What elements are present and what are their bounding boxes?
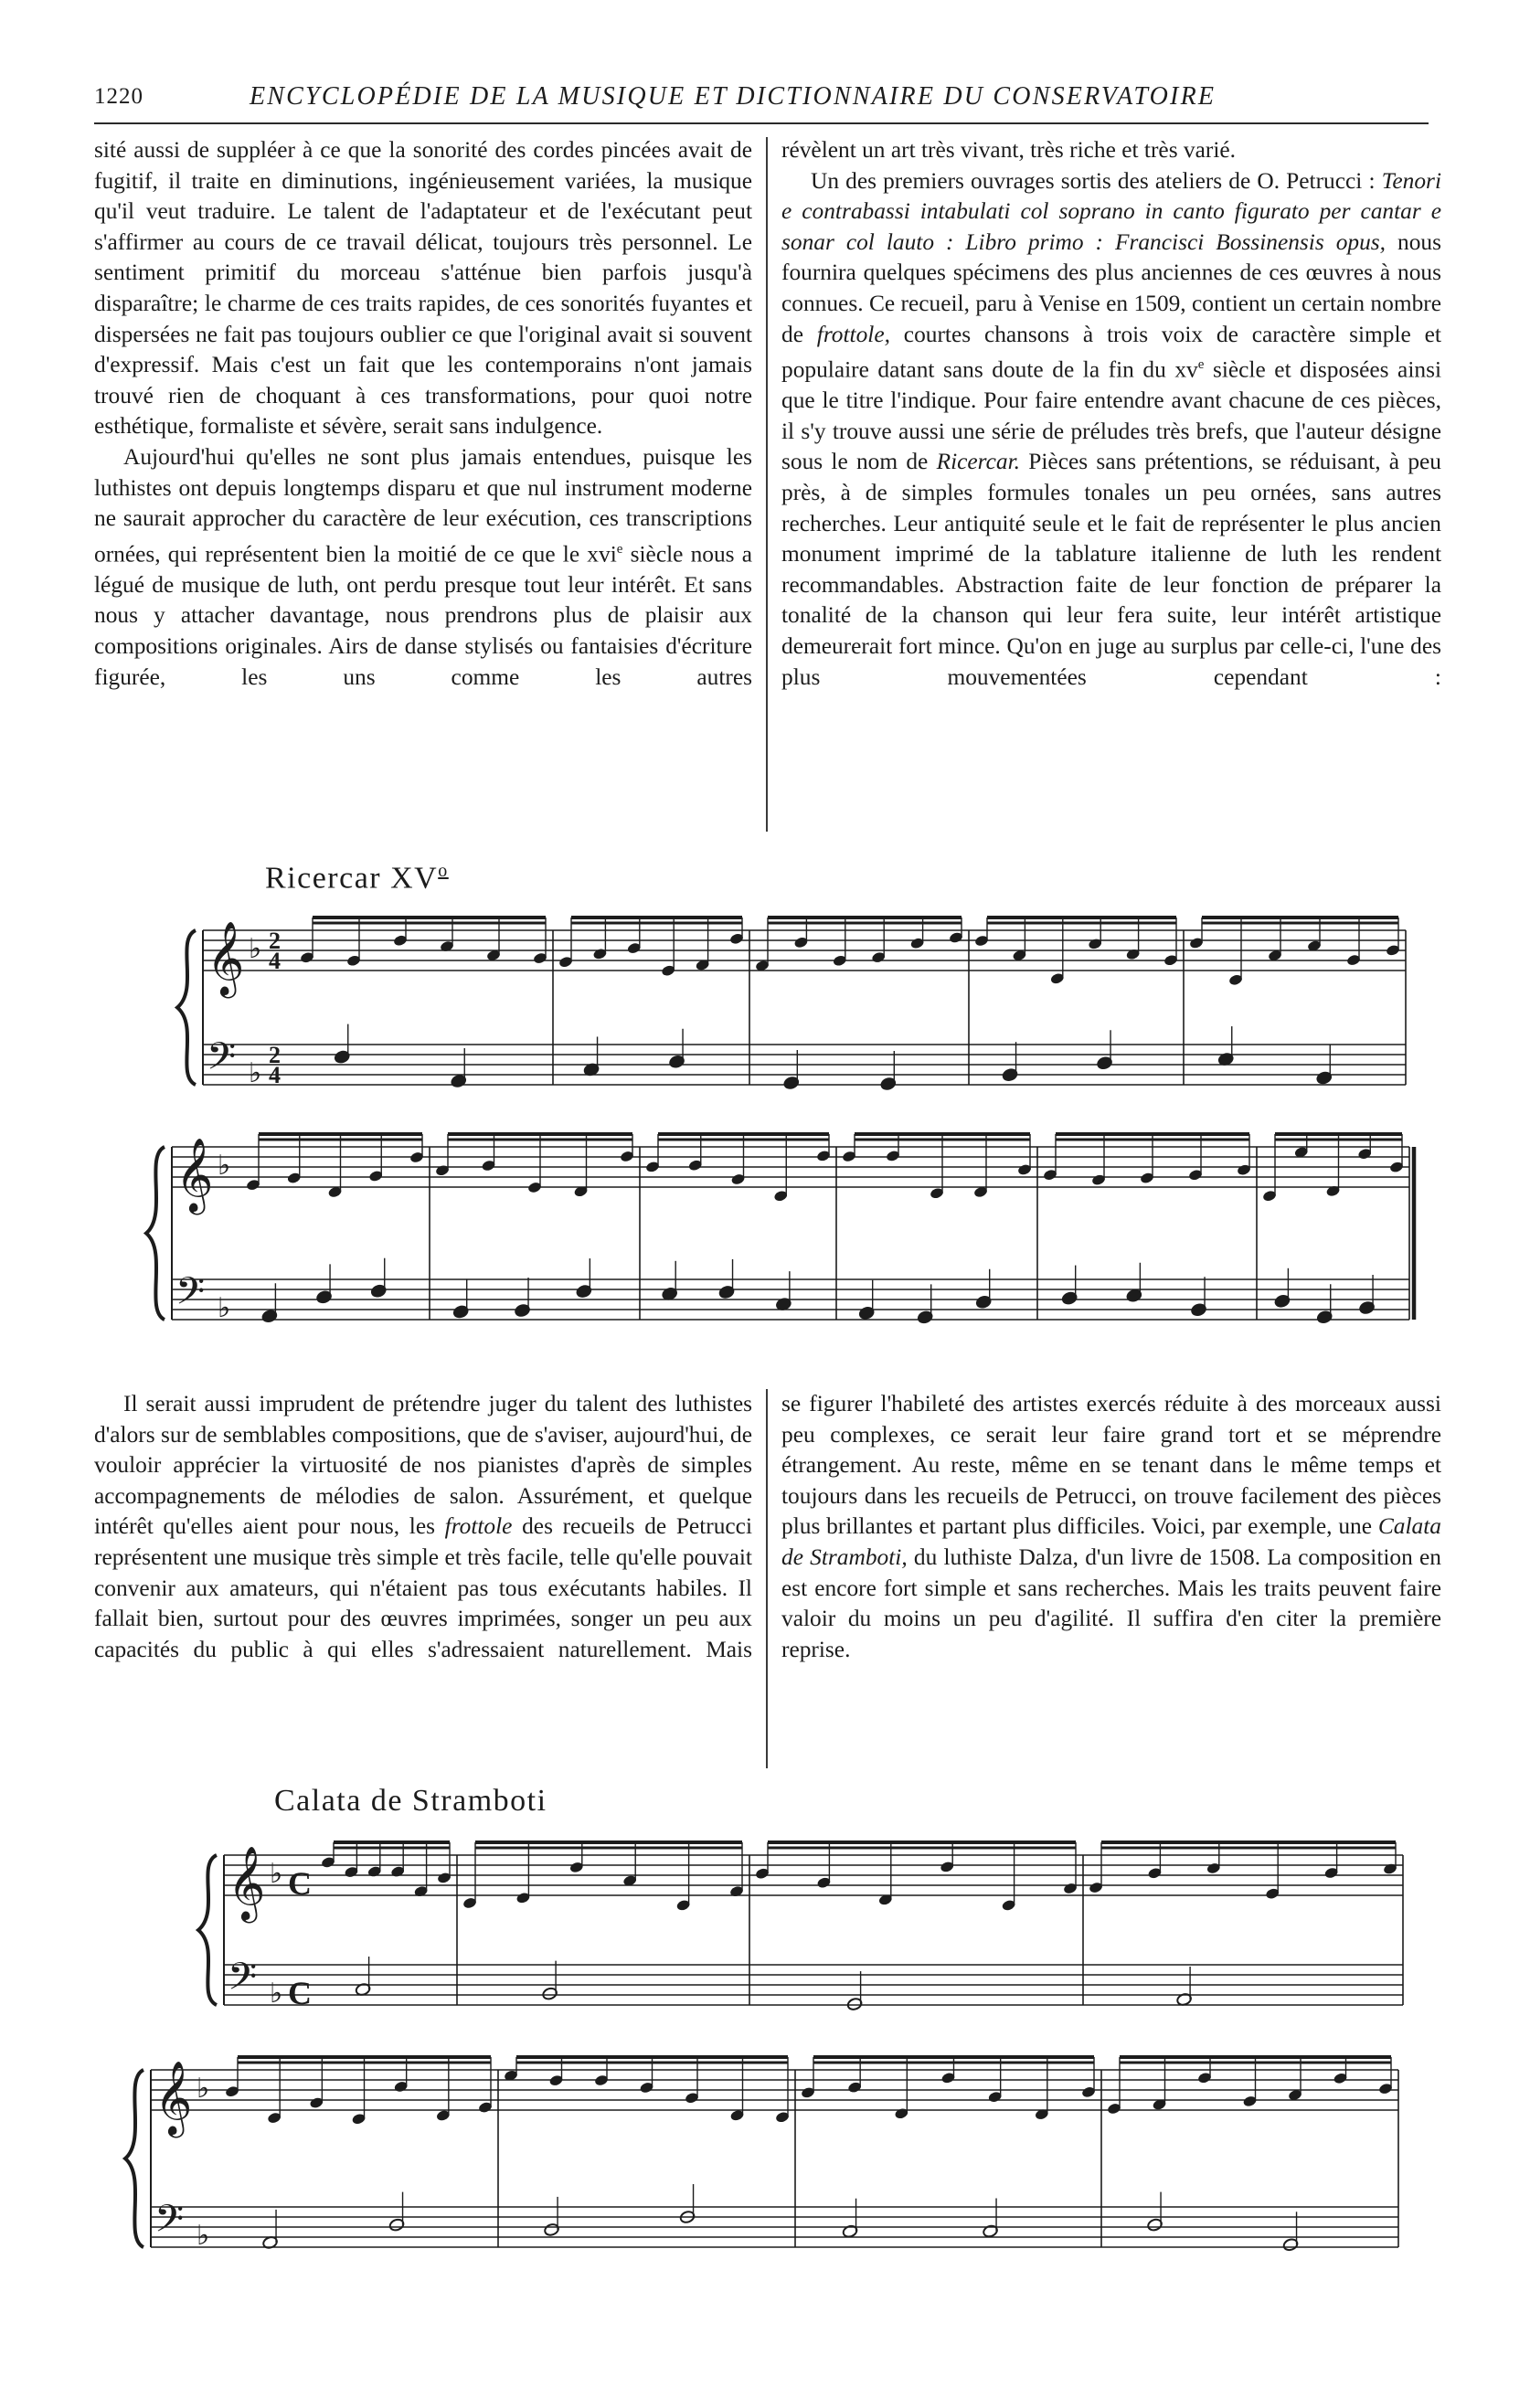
time-signature-numerator: 2: [269, 1042, 281, 1068]
brace: [146, 1147, 165, 1320]
treble-clef: 𝄞: [154, 2060, 193, 2135]
key-flat: ♭: [218, 1151, 231, 1181]
calata-system-1: [183, 1819, 1417, 2015]
paragraph: révèlent un art très vivant, très riche et très varié.: [781, 137, 1237, 163]
paragraph: se figurer l'habileté des artistes exercés réduite à des morceaux aussi peu complexes, ce serait leur faire grand tort et se méprendre étrangement. Au reste, même en se tenant dans le même temps et toujours dans les recueils de Petrucci, on trouve facilement des pièces plus brillantes et partant plus difficiles. Voici, par exemple, une Calata de Stramboti, du luthiste Dalza, d'un livre de 1508. La composition en est encore fort simple et sans recherches. Mais les traits peuvent faire valoir du moins un peu d'agilité. Il suffira d'en citer la première reprise.: [781, 1391, 1441, 1662]
bass-clef: 𝄢: [154, 2197, 185, 2250]
treble-clef: 𝄞: [228, 1845, 266, 1920]
column-divider: [766, 137, 768, 832]
brace: [198, 1855, 217, 2005]
time-signature: C: [288, 1865, 312, 1902]
treble-clef: 𝄞: [175, 1137, 214, 1212]
key-flat: ♭: [249, 1058, 262, 1088]
page-number: 1220: [94, 84, 143, 109]
key-flat: ♭: [197, 2221, 210, 2251]
text-column-left-top: [94, 135, 752, 693]
key-flat: ♭: [218, 1293, 231, 1323]
text-column-right-top: [781, 135, 1441, 693]
running-title: ENCYCLOPÉDIE DE LA MUSIQUE ET DICTIONNAIRE DU CONSERVATOIRE: [250, 82, 1217, 111]
key-flat: ♭: [197, 2074, 210, 2104]
paragraph: Un des premiers ouvrages sortis des ateliers de O. Petrucci : Tenori e contrabassi intabulati col soprano in canto figurato per cantar e sonar col lauto : Libro primo : Francisci Bossinensis opus, nous fournira quelques spécimens des plus anciennes de ces œuvres à nous connues. Ce recueil, paru à Venise en 1509, contient un certain nombre de frottole, courtes chansons à trois voix de caractère simple et populaire datant sans doute de la fin du $xv^e$ siècle et disposées ainsi que le titre l'indique. Pour faire entendre avant chacune de ces pièces, il s'y trouve aussi une série de préludes très brefs, que l'auteur désigne sous le nom de Ricercar. Pièces sans prétentions, se réduisant, à peu près, à de simples formules tonales un peu ornées, sans autres recherches. Leur antiquité seule et le fait de représenter le plus ancien monument imprimé de la tablature italienne de luth les rendent recommandables. Abstraction faite de leur fonction de préparer la tonalité de la chanson qui leur fera suite, leur intérêt artistique demeurerait fort mince. Qu'on en juge au surplus par celle-ci, l'une des plus mouvementées cependant :: [781, 167, 1441, 690]
text-column-right-bottom: [781, 1389, 1441, 1665]
paragraph: sité aussi de suppléer à ce que la sonorité des cordes pincées avait de fugitif, il traite en diminutions, ingénieusement variées, la musique qu'il veut traduire. Le talent de l'adaptateur et de l'exécutant peut s'affirmer au cours de ce travail délicat, toujours très personnel. Le sentiment primitif du morceau s'atténue bien parfois jusqu'à disparaître; le charme de ces traits rapides, de ces sonorités fuyantes et dispersées ne fait pas toujours oublier ce que l'original avait si souvent d'expressif. Mais c'est un fait que les contemporains n'ont jamais trouvé rien de choquant à ces transformations, pour quoi notre esthétique, formaliste et sévère, serait sans indulgence.: [94, 137, 752, 440]
calata-system-2: [114, 2029, 1412, 2294]
bass-clef: 𝄢: [228, 1955, 258, 2008]
time-signature-denominator: 4: [269, 1062, 281, 1088]
time-signature-numerator: 2: [269, 928, 281, 954]
paragraph: Il serait aussi imprudent de prétendre juger du talent des luthistes d'alors sur de semblables compositions, que de s'aviser, aujourd'hui, de vouloir apprécier la virtuosité de nos pianistes d'après de simples accompagnements de mélodies de salon. Assurément, et quelque intérêt qu'elles aient pour nous, les frottole des recueils de Petrucci représentent une musique très simple et très facile, telle qu'elle pouvait convenir aux amateurs, qui n'étaient pas tous exécutants habiles. Il fallait bien, surtout pour des œuvres imprimées, songer un peu aux capacités du public à qui elles s'adressaient naturellement. Mais: [94, 1391, 753, 1662]
header-rule: [94, 122, 1429, 124]
music-title-calata: Calata de Stramboti: [274, 1784, 547, 1818]
time-signature: C: [288, 1975, 312, 2011]
paragraph: Aujourd'hui qu'elles ne sont plus jamais entendues, puisque les luthistes ont depuis longtemps disparu et que nul instrument moderne ne saurait approcher du caractère de leur exécution, ces transcriptions ornées, qui représentent bien la moitié de ce que le xvi$^e$ siècle nous a légué de musique de luth, ont perdu presque tout leur intérêt. Et sans nous y attacher davantage, nous prendrons plus de plaisir aux compositions originales. Airs de danse stylisés ou fantaisies d'écriture figurée, les uns comme les autres: [94, 443, 753, 690]
text-column-left-bottom: [94, 1389, 752, 1665]
treble-clef: 𝄞: [207, 920, 245, 995]
column-divider: [766, 1389, 768, 1768]
bass-clef: 𝄢: [207, 1034, 237, 1087]
time-signature-denominator: 4: [269, 948, 281, 974]
key-flat: ♭: [270, 1859, 283, 1889]
ricercar-system-1: [174, 912, 1417, 1099]
running-head: [94, 80, 1429, 117]
music-title-ricercar: Ricercar $XV^o$: [265, 861, 449, 896]
ricercar-system-2: [137, 1101, 1426, 1366]
key-flat: ♭: [270, 1978, 283, 2009]
brace: [125, 2070, 143, 2247]
key-flat: ♭: [249, 934, 262, 964]
bass-clef: 𝄢: [175, 1269, 206, 1322]
brace: [177, 930, 196, 1085]
